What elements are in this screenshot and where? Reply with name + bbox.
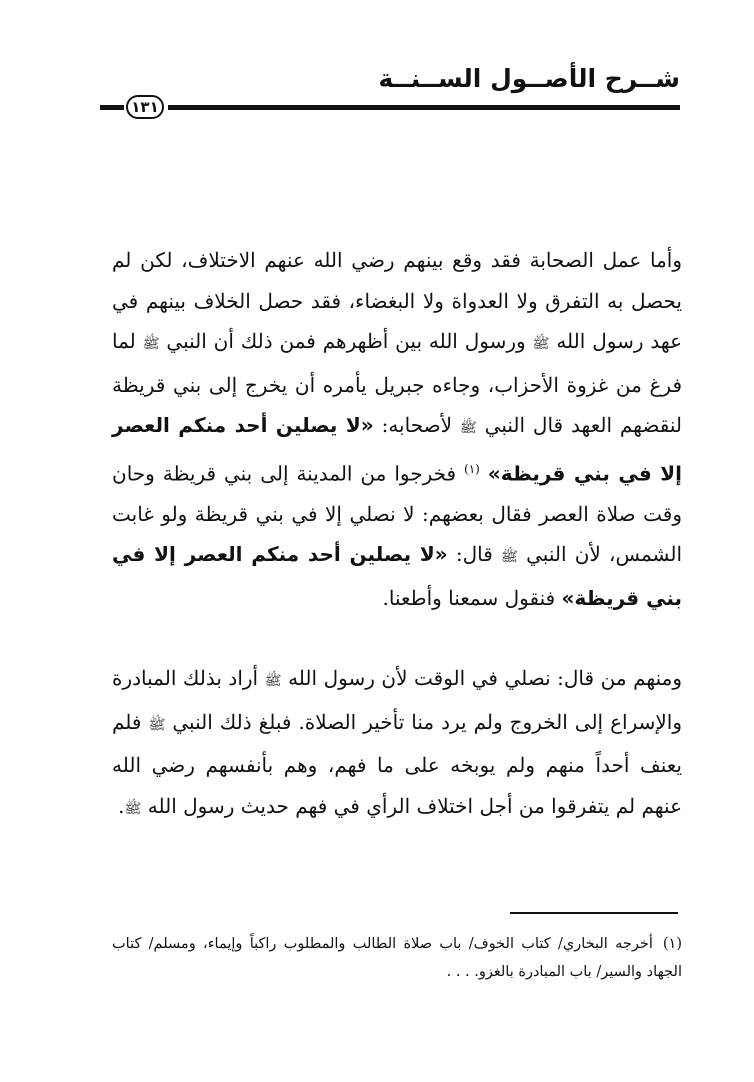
header-rule xyxy=(168,105,680,110)
paragraph-1 xyxy=(112,240,682,618)
salawat-glyph: ﷺ xyxy=(148,716,166,733)
footnote-separator xyxy=(510,912,678,914)
running-header xyxy=(100,64,680,124)
hadith-quote: «لا يصلين أحد منكم العصر إلا في بني قريظة» xyxy=(112,413,683,486)
paragraph-2 xyxy=(112,658,682,829)
text-run: أراد بذلك المبادرة والإسراع إلى الخروج ولم يرد منا تأخير الصلاة. فبلغ ذلك النبي xyxy=(112,666,682,734)
text-run: قال: xyxy=(447,542,502,567)
text-run: لما فرغ من غزوة الأحزاب، وجاءه جبريل يأمره أن يخرج إلى بني قريظة لنقضهم العهد قال النبي xyxy=(112,329,682,437)
salawat-glyph: ﷺ xyxy=(459,420,477,436)
salawat-glyph: ﷺ xyxy=(532,336,550,352)
text-run: . xyxy=(118,793,125,818)
text-run: ومنهم من قال: نصلي في الوقت لأن رسول الله xyxy=(281,666,682,691)
footnote-reference[interactable]: (١) xyxy=(464,461,480,476)
salawat-glyph: ﷺ xyxy=(142,336,160,352)
footnote-text: أخرجه البخاري/ كتاب الخوف/ باب صلاة الطالب والمطلوب راكباً وإيماء، ومسلم/ كتاب الجهاد والسير/ باب المبادرة بالغزو. . . . xyxy=(112,936,682,980)
text-run: فلم يعنف أحداً منهم ولم يوبخه على ما فهم، وهم بأنفسهم رضي الله عنهم لم يتفرقوا من أجل اختلاف الرأي في فهم حديث رسول الله xyxy=(112,709,682,818)
page-number: ١٣١ xyxy=(126,95,164,119)
text-run: وأما عمل الصحابة فقد وقع بينهم رضي الله عنهم الاختلاف، لكن لم يحصل به التفرق ولا العدواة ولا البغضاء، فقد حصل الخلاف بينهم في عهد رسول الله xyxy=(112,248,682,353)
salawat-glyph: ﷺ xyxy=(264,673,282,690)
running-title: شــرح الأصــول الســنــة xyxy=(378,64,680,93)
text-run: ورسول الله بين أظهرهم فمن ذلك أن النبي xyxy=(159,329,533,353)
text-run: فخرجوا من المدينة إلى بني قريظة وحان وقت صلاة العصر فقال بعضهم: لا نصلي إلا في بني قريظة ولو غابت الشمس، لأن النبي xyxy=(112,461,682,567)
salawat-glyph: ﷺ xyxy=(124,800,142,817)
text-run: فنقول سمعنا وأطعنا. xyxy=(382,585,562,610)
text-run: لأصحابه: xyxy=(373,413,460,437)
footnote-number: (١) xyxy=(662,936,682,952)
salawat-glyph: ﷺ xyxy=(501,549,518,566)
footnote xyxy=(112,930,682,986)
hadith-quote: «لا يصلين أحد منكم العصر إلا في بني قريظة» xyxy=(112,542,682,610)
main-text xyxy=(112,240,682,829)
header-rule-end xyxy=(100,105,124,110)
